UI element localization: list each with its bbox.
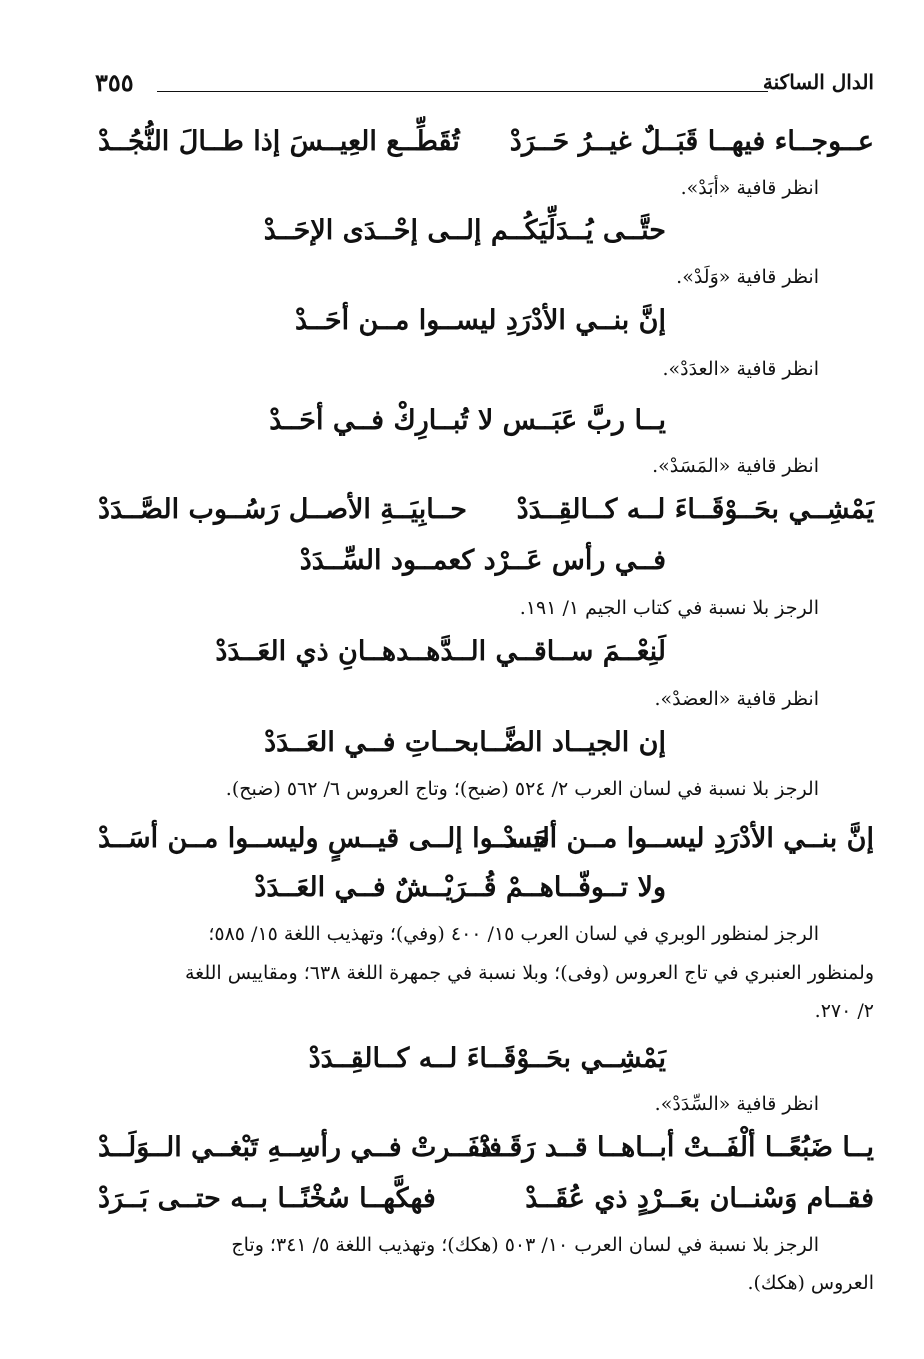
verse-11: يَمْشِــي بحَــوْقَــاءَ لــه كــالقِــدَدْ [308,1043,666,1074]
running-title: الدال الساكنة [762,70,874,94]
couplet-1-first-hemistich: عــوجــاء فيهــا قَبَــلٌ غيــرُ حَــرَدْ [509,126,874,157]
note-6: الرجز بلا نسبة في كتاب الجيم ١/ ١٩١. [519,597,819,619]
couplet-12-second-hemistich: فنَفَــرتْ فــي رأسِــهِ تَبْغــي الــوَلَــدْ [98,1132,502,1163]
couplet-12-first-hemistich: يــا ضَبُعًــا ألْفَــتْ أبــاهــا قــد رَقَــدْ [479,1132,874,1163]
couplet-9-first-hemistich: إنَّ بنــي الأدْرَدِ ليســوا مــن أحَــدْ [502,823,874,854]
verse-10: ولا تــوفّــاهــمْ قُــرَيْــشٌ فــي العَــدَدْ [254,872,666,903]
reference-7: انظر قافية «العضدْ». [654,688,819,710]
reference-2: انظر قافية «وَلَدْ». [676,266,819,288]
verse-3: إنَّ بنــي الأدْرَدِ ليســوا مــن أحَــدْ [294,305,666,336]
note-13-line-1: الرجز بلا نسبة في لسان العرب ١٠/ ٥٠٣ (هكك)؛ وتهذيب اللغة ٥/ ٣٤١؛ وتاج [231,1234,819,1256]
note-8: الرجز بلا نسبة في لسان العرب ٢/ ٥٢٤ (ضبح)؛ وتاج العروس ٦/ ٥٦٢ (ضبح). [225,778,819,800]
verse-6: فــي رأس عَــرْد كعمــود السِّــدَدْ [299,545,666,576]
reference-11: انظر قافية «السِّدَدْ». [654,1093,819,1115]
header-rule [157,91,768,92]
couplet-5-first-hemistich: يَمْشِــي بحَــوْقَــاءَ لــه كــالقِــدَدْ [516,494,874,525]
note-10-line-3: ٢/ ٢٧٠. [814,1000,874,1022]
reference-4: انظر قافية «المَسَدْ». [652,455,819,477]
couplet-13-first-hemistich: فقــام وَسْنــان بعَــرْدٍ ذي عُقَــدْ [525,1183,874,1214]
page-header [95,66,874,106]
verse-8: إن الجيــاد الضَّــابحــاتِ فــي العَــدَدْ [264,727,666,758]
note-10-line-1: الرجز لمنظور الوبري في لسان العرب ١٥/ ٤٠٠ (وفي)؛ وتهذيب اللغة ١٥/ ٥٨٥؛ [208,923,819,945]
page-number: ٣٥٥ [95,68,134,97]
couplet-5-second-hemistich: حــابِيَــةِ الأصــل رَسُــوب الصَّــدَدْ [98,494,467,525]
verse-7: لَنِعْــمَ ســاقــي الــدَّهــدهــانِ ذي العَــدَدْ [215,636,666,667]
couplet-13-second-hemistich: فهكَّهــا سُخْنًــا بــه حتــى بَــرَدْ [98,1183,436,1214]
reference-1: انظر قافية «أبَدْ». [680,177,819,199]
verse-2: حتَّــى يُــدَلِّيَكُــم إلــى إحْــدَى الإحَــدْ [263,215,666,246]
note-10-line-2: ولمنظور العنبري في تاج العروس (وفى)؛ وبلا نسبة في جمهرة اللغة ٦٣٨؛ ومقاييس اللغة [184,962,874,984]
reference-3: انظر قافية «العدَدْ». [662,358,819,380]
verse-4: يــا ربَّ عَبَــس لا تُبــارِكْ فــي أحَــدْ [269,405,666,436]
couplet-9-second-hemistich: ليســوا إلــى قيــسٍ وليســوا مــن أسَــدْ [98,823,550,854]
couplet-1-second-hemistich: تُقَطِّــع العِيــسَ إذا طــالَ النُّجُــدْ [98,126,460,157]
note-13-line-2: العروس (هكك). [747,1272,874,1294]
